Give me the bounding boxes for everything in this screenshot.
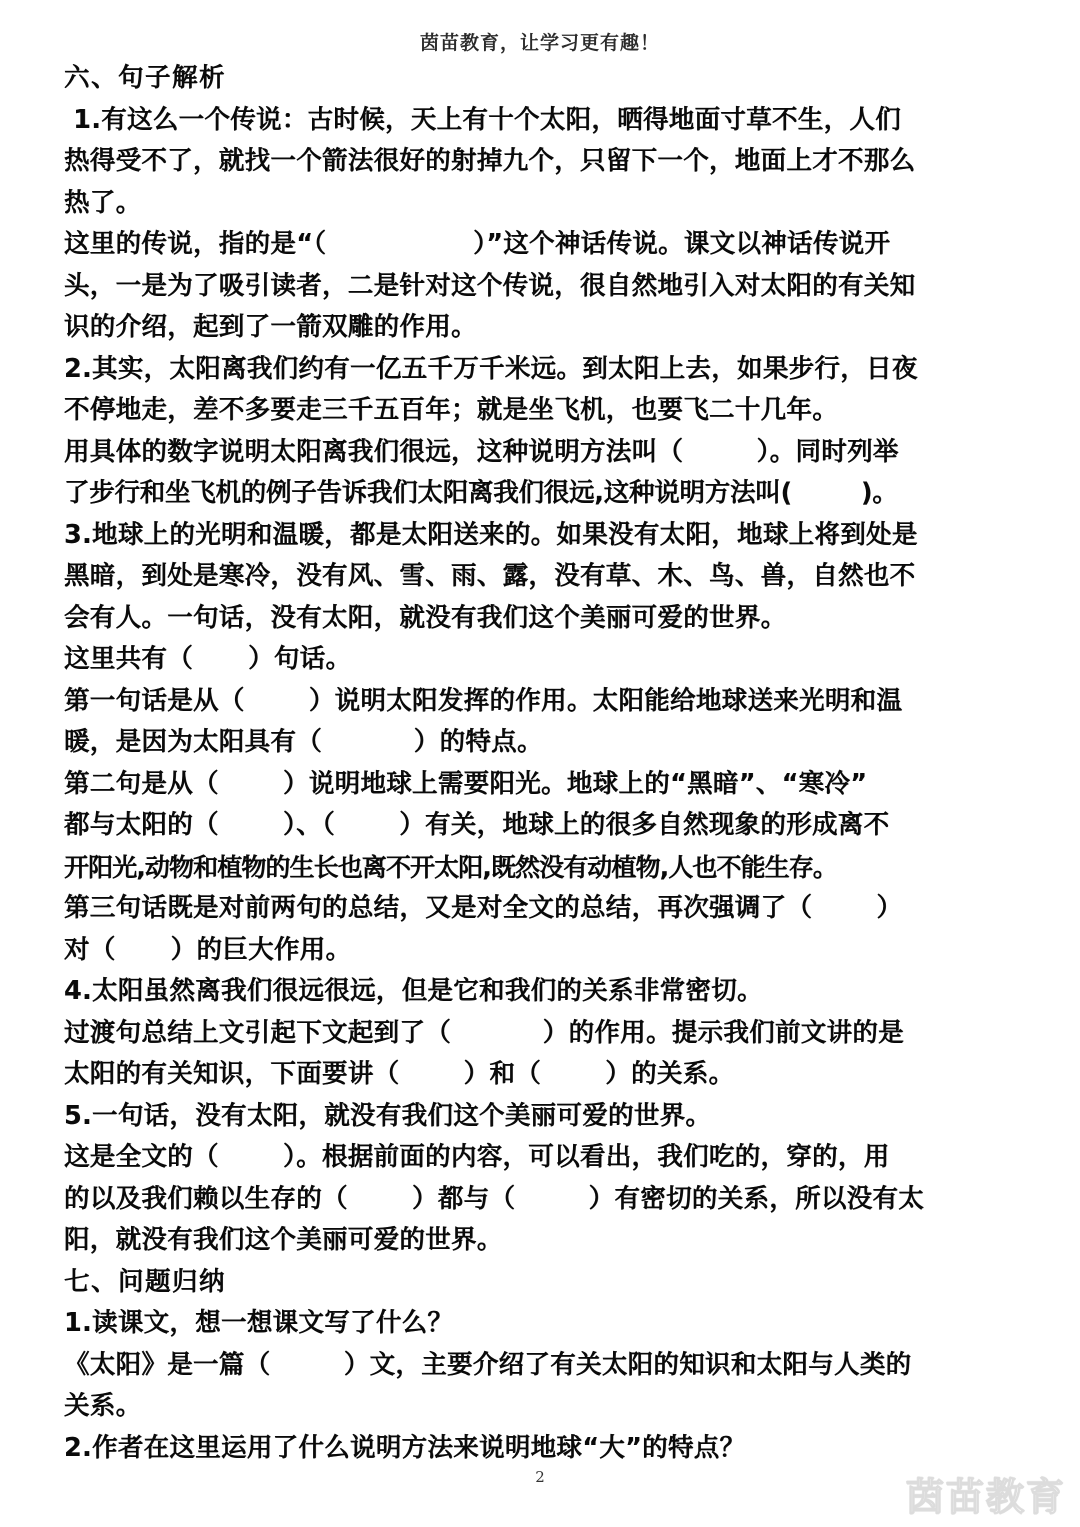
- text-line-blank: 《太阳》是一篇（ ）文，主要介绍了有关太阳的知识和太阳与人类的: [64, 1349, 912, 1380]
- text-line-blank: 第三句话既是对前两句的总结，又是对全文的总结，再次强调了（ ）: [64, 893, 903, 923]
- text-line-blank: 都与太阳的（ ）、（ ）有关，地球上的很多自然现象的形成离不: [64, 810, 890, 840]
- document-body: [64, 58, 1016, 1469]
- text-line-blank: 的以及我们赖以生存的（ ）都与（ ）有密切的关系，所以没有太: [64, 1183, 925, 1214]
- text-line: 1.有这么一个传说：古时候，天上有十个太阳，晒得地面寸草不生，人们: [64, 104, 902, 135]
- page-number: 2: [535, 1468, 545, 1486]
- text-line-blank: 用具体的数字说明太阳离我们很远，这种说明方法叫（ ）。同时列举: [64, 436, 899, 467]
- text-line-blank: 这里的传说，指的是“（ ）”这个神话传说。课文以神话传说开: [64, 229, 891, 259]
- text-line-blank: 这里共有（ ）句话。: [64, 644, 352, 674]
- text-line: 不停地走，差不多要走三千五百年；就是坐飞机，也要飞二十几年。: [64, 395, 839, 425]
- page-header-banner: 茵苗教育，让学习更有趣！: [419, 32, 660, 54]
- watermark-logo: 茵苗教育: [905, 1475, 1066, 1519]
- text-line: 识的介绍，起到了一箭双雕的作用。: [64, 312, 477, 342]
- text-line-blank: 第二句是从（ ）说明地球上需要阳光。地球上的“黑暗”、“寒冷”: [64, 768, 868, 799]
- text-line: 黑暗，到处是寒冷，没有风、雪、雨、露，没有草、木、鸟、兽，自然也不: [64, 561, 916, 591]
- text-line-blank: 第一句话是从（ ）说明太阳发挥的作用。太阳能给地球送来光明和温: [64, 685, 903, 716]
- text-line: 3.地球上的光明和温暖，都是太阳送来的。如果没有太阳，地球上将到处是: [64, 519, 918, 550]
- text-line: 4.太阳虽然离我们很远很远，但是它和我们的关系非常密切。: [64, 976, 763, 1006]
- text-line: 头，一是为了吸引读者，二是针对这个传说，很自然地引入对太阳的有关知: [64, 270, 916, 301]
- text-line: 关系。: [64, 1391, 142, 1421]
- text-line: 5.一句话，没有太阳，就没有我们这个美丽可爱的世界。: [64, 1100, 712, 1131]
- text-line-blank: 了步行和坐飞机的例子告诉我们太阳离我们很远,这种说明方法叫( )。: [64, 478, 898, 508]
- text-line-blank: 这是全文的（ ）。根据前面的内容，可以看出，我们吃的，穿的，用: [64, 1142, 890, 1172]
- text-line: 会有人。一句话，没有太阳，就没有我们这个美丽可爱的世界。: [64, 602, 787, 633]
- text-line-blank: 过渡句总结上文引起下文起到了（ ）的作用。提示我们前文讲的是: [64, 1017, 904, 1048]
- text-line: 热了。: [64, 187, 142, 218]
- text-line: 开阳光,动物和植物的生长也离不开太阳,既然没有动植物,人也不能生存。: [64, 852, 837, 882]
- text-line: 2.其实，太阳离我们约有一亿五千万千米远。到太阳上去，如果步行，日夜: [64, 353, 918, 384]
- text-line: 2.作者在这里运用了什么说明方法来说明地球“大”的特点？: [64, 1432, 746, 1463]
- text-line-blank: 太阳的有关知识，下面要讲（ ）和（ ）的关系。: [64, 1059, 735, 1089]
- text-line-blank: 暖，是因为太阳具有（ ）的特点。: [64, 727, 543, 757]
- text-line: 热得受不了，就找一个箭法很好的射掉九个，只留下一个，地面上才不那么: [64, 146, 916, 176]
- text-line-blank: 对（ ）的巨大作用。: [64, 934, 352, 965]
- text-line: 阳，就没有我们这个美丽可爱的世界。: [64, 1225, 503, 1255]
- text-line: 1.读课文，想一想课文写了什么？: [64, 1308, 454, 1338]
- section-heading-7: 七、问题归纳: [64, 1266, 227, 1297]
- section-heading-6: 六、句子解析: [64, 63, 227, 93]
